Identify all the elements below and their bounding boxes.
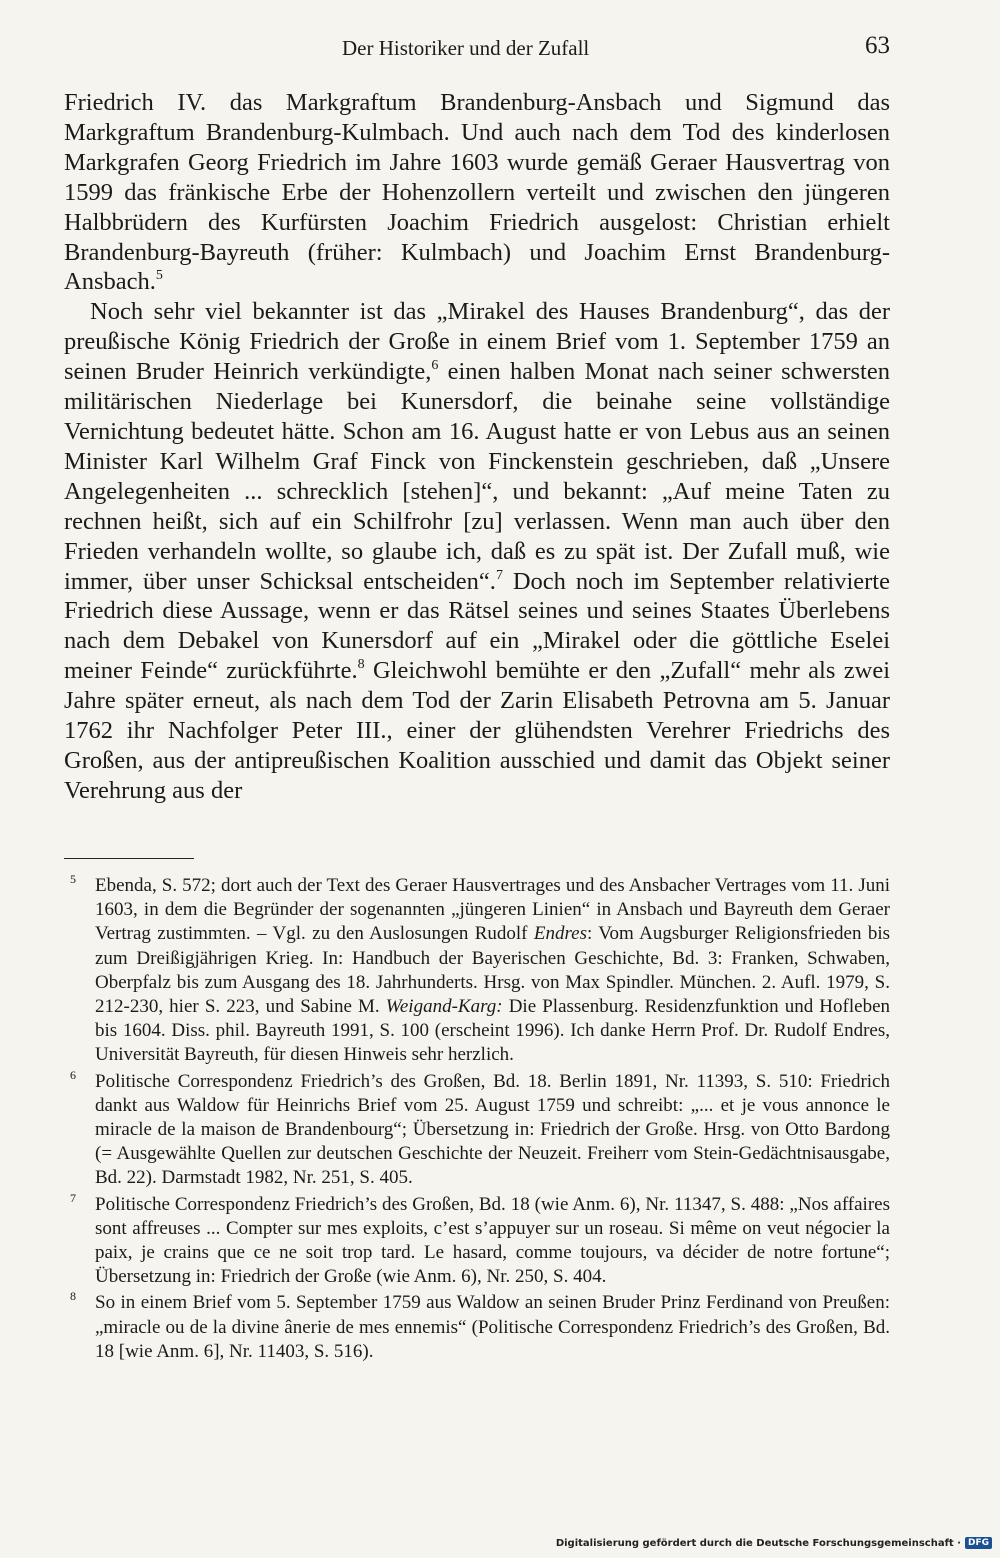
author-name: Endres [533,923,587,945]
footnote-number: 5 [70,872,76,886]
text-span: Friedrich IV. das Markgraftum Brandenburg-Ansbach und Sigmund das Markgraftum Brandenburg-Kulmbach. Und auch nach dem Tod des kinderlosen Markgrafen Georg Friedrich im Jahre 1603 wurde gemäß Geraer Hausvertrag von 1599 das fränkische Erbe der Hohenzollern verteilt und zwischen den jüngeren Halbbrüdern des Kurfürsten Joachim Friedrich ausgelost: Christian erhielt Brandenburg-Bayreuth (früher: Kulmbach) und Joachim Ernst Brandenburg-Ansbach. [64,89,890,296]
dfg-logo: DFG [965,1537,992,1549]
author-name: Weigand-Karg: [385,996,503,1018]
page-number: 63 [865,32,890,59]
footnote-divider [64,858,194,859]
text-span: Doch noch im September relativierte Friedrich diese Aussage, wenn er das Rätsel seines und seines Staates Überlebens nach dem Debakel von Kunersdorf auf ein „Mirakel oder die göttliche Eselei meiner Feinde“ zurückführte. [64,567,890,685]
footnote-reference: 5 [155,268,163,284]
footnote-number: 8 [70,1289,76,1304]
paragraph [64,88,890,297]
footnote-text [95,874,890,1068]
footnote-number: 6 [70,1067,76,1082]
footnote-text: Politische Correspondenz Friedrich’s des Großen, Bd. 18. Berlin 1891, Nr. 11393, S. 510: Friedrich dankt aus Waldow für Heinrichs Brief vom 25. August 1759 und schreibt: „... et je vous annonce le miracle de la maison de Brandenbourg“; Übersetzung in: Friedrich der Große. Hrsg. von Otto Bardong (= Ausgewählte Quellen zur deutschen Geschichte der Neuzeit. Freiherr vom Stein-Gedächtnisausgabe, Bd. 22). Darmstadt 1982, Nr. 251, S. 405. [95,1070,890,1189]
text-span: Die Plassenburg. Residenzfunktion und Hofleben bis 1604. Diss. phil. Bayreuth 1991, S. 100 (erscheint 1996). Ich danke Herrn Prof. Dr. Rudolf Endres, Universität Bayreuth, für diesen Hinweis sehr herzlich. [95,996,891,1066]
credit-text: Digitalisierung gefördert durch die Deutsche Forschungsgemeinschaft · [555,1537,961,1549]
footnote-6 [64,1067,890,1191]
text-span: Ebenda, S. 572; dort auch der Text des Geraer Hausvertrages und des Ansbacher Vertrages vom 11. Juni 1603, in dem die Begründer der sogenannten „jüngeren Linien“ in Ansbach und Bayreuth dem Geraer Vertrag zustimmten. – Vgl. zu den Auslosungen Rudolf [95,875,890,945]
text-span: Noch sehr viel bekannter ist das „Mirakel des Hauses Brandenburg“, das der preußische König Friedrich der Große in einem Brief vom 1. September 1759 an seinen Bruder Heinrich verkündigte, [64,298,890,386]
text-span: Gleichwohl bemühte er den „Zufall“ mehr als zwei Jahre später erneut, als nach dem Tod der Zarin Elisabeth Petrovna am 5. Januar 1762 ihr Nachfolger Peter III., einer der glühendsten Verehrer Friedrichs des Großen, aus der antipreußischen Koalition ausschied und damit das Objekt seiner Verehrung aus der [64,657,890,804]
footnote-text: Politische Correspondenz Friedrich’s des Großen, Bd. 18 (wie Anm. 6), Nr. 11347, S. 488: „Nos affaires sont affreuses ... Compter sur mes exploits, c’est s’appuyer sur un roseau. Si même on veut négocier la paix, je crains que ce ne soit trop tard. Le hasard, comme toujours, va décider de notre fortune“; Übersetzung in: Friedrich der Große (wie Anm. 6), Nr. 250, S. 404. [95,1193,890,1288]
footnote-text: So in einem Brief vom 5. September 1759 aus Waldow an seinen Bruder Prinz Ferdinand von Preußen: „miracle ou de la divine ânerie de mes ennemis“ (Politische Correspondenz Friedrich’s des Großen, Bd. 18 [wie Anm. 6], Nr. 11403, S. 516). [95,1292,890,1362]
footnote-reference: 7 [495,567,503,583]
running-title: Der Historiker und der Zufall [342,36,590,60]
digitization-credit [556,1537,992,1549]
footnote-7 [64,1190,890,1290]
footnote-5 [64,874,890,1068]
footnotes [64,874,890,1366]
text-span: : Vom Augsburger Religionsfrieden bis zum Dreißigjährigen Krieg. In: Handbuch der Bayerischen Geschichte, Bd. 3: Franken, Schwaben, Oberpfalz bis zum Ausgang des 18. Jahrhunderts. Hrsg. von Max Spindler. München. 2. Aufl. 1979, S. 212-230, hier S. 223, und Sabine M. [95,923,890,1018]
footnote-8 [64,1291,890,1364]
text-span: einen halben Monat nach seiner schwersten militärischen Niederlage bei Kunersdorf, die beinahe seine vollständige Vernichtung bedeutet hätte. Schon am 16. August hatte er von Lebus aus an seinen Minister Karl Wilhelm Graf Finck von Finckenstein geschrieben, daß „Unsere Angelegenheiten ... schrecklich [stehen]“, und bekannt: „Auf meine Taten zu rechnen heißt, sich auf ein Schilfrohr [zu] verlassen. Wenn man auch über den Frieden verhandeln wollte, so glaube ich, daß es zu spät ist. Der Zufall muß, wie immer, über unser Schicksal entscheiden“. [64,358,890,595]
footnote-reference: 6 [431,358,439,374]
body-text [64,88,890,806]
running-head [64,32,890,66]
footnote-reference: 8 [357,657,365,673]
footnote-number: 7 [70,1190,76,1205]
paragraph [64,297,890,805]
